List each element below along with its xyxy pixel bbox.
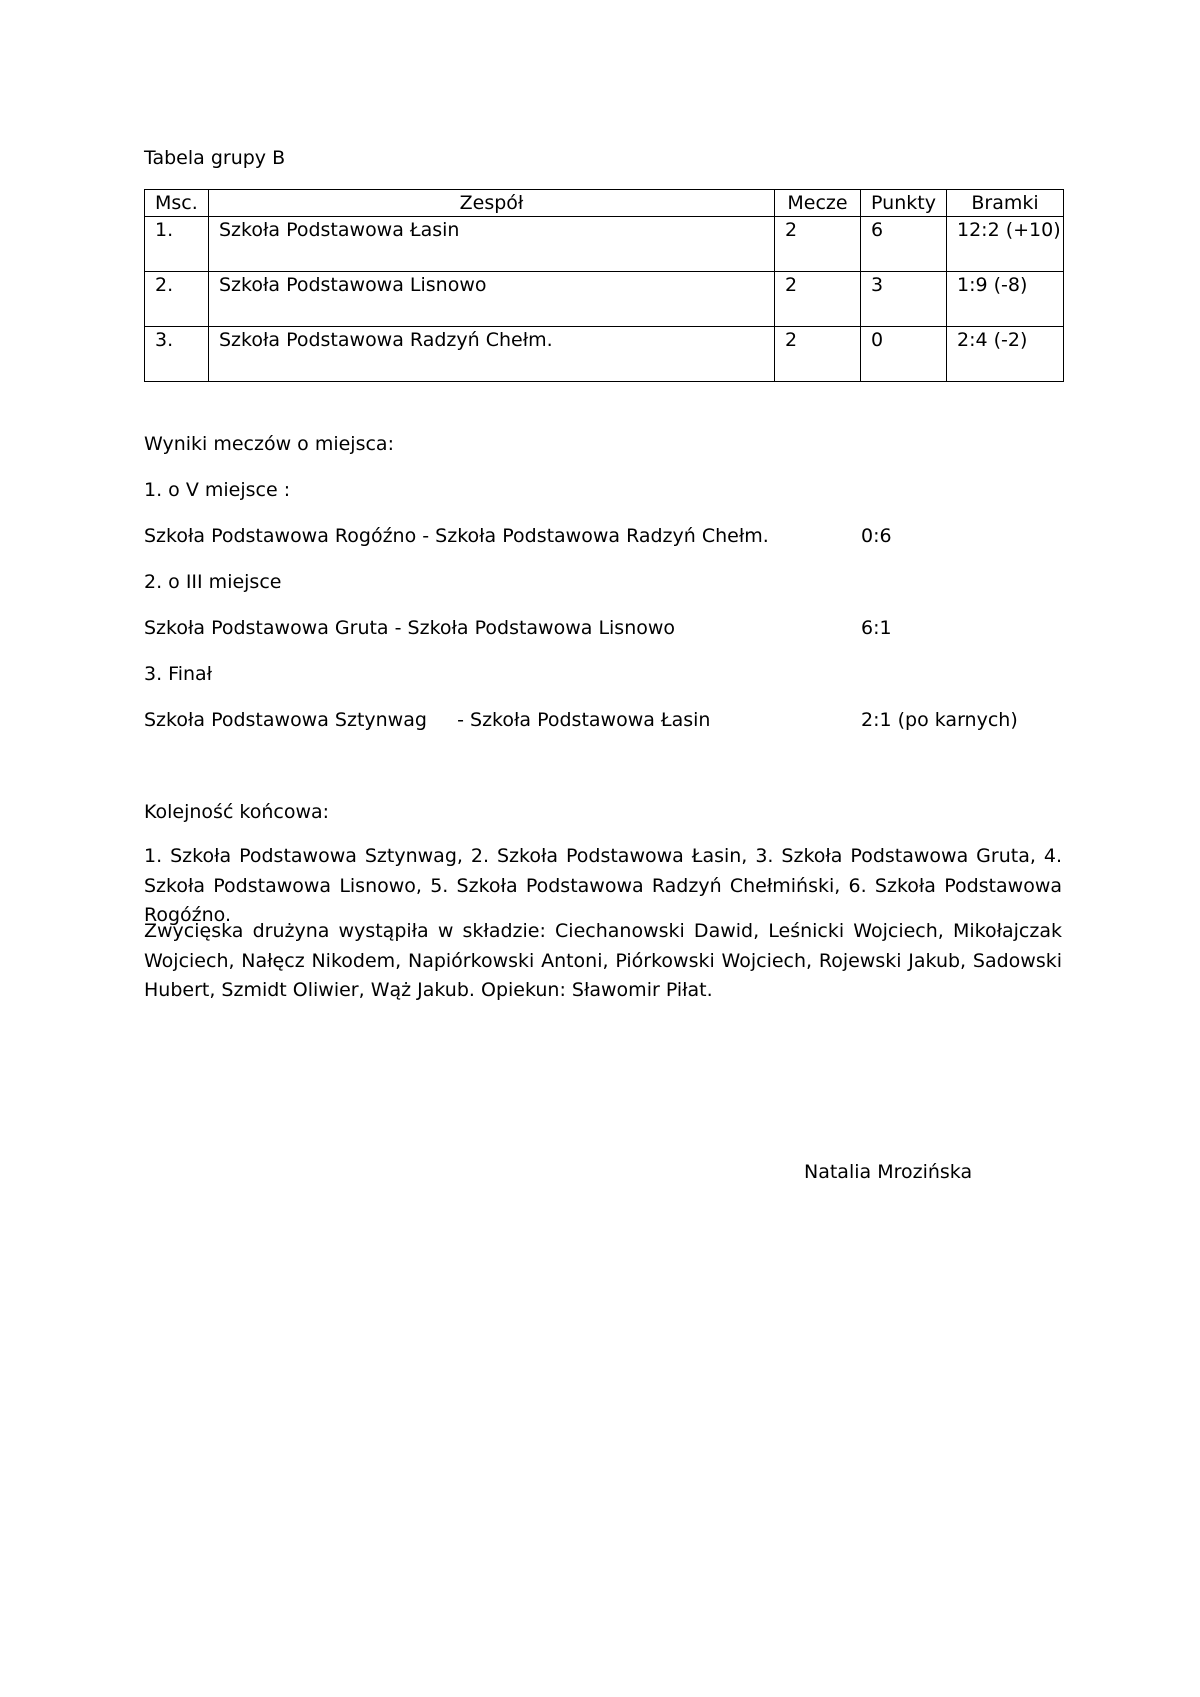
cell-position: 3. — [145, 327, 209, 382]
header-goals: Bramki — [947, 190, 1064, 217]
match-separator: - — [388, 617, 408, 639]
header-position: Msc. — [145, 190, 209, 217]
match-home-team: Szkoła Podstawowa Rogóźno — [144, 525, 417, 547]
cell-matches: 2 — [775, 217, 861, 272]
header-matches: Mecze — [775, 190, 861, 217]
match-score: 0:6 — [861, 525, 892, 547]
cell-goals: 2:4 (-2) — [947, 327, 1064, 382]
group-standings-table — [144, 189, 1064, 382]
placement-matches-heading: Wyniki meczów o miejsca: — [144, 433, 394, 455]
header-team: Zespół — [209, 190, 775, 217]
match-row-final — [144, 706, 1062, 734]
match-label-final: 3. Finał — [144, 663, 213, 685]
match-row-fifth-place — [144, 522, 1062, 550]
match-score: 2:1 (po karnych) — [861, 709, 1018, 731]
match-away-team: Szkoła Podstawowa Radzyń Chełm. — [435, 525, 769, 547]
table-row — [145, 327, 1064, 382]
cell-points: 6 — [861, 217, 947, 272]
document-page — [144, 0, 1062, 1697]
table-row — [145, 217, 1064, 272]
cell-points: 3 — [861, 272, 947, 327]
match-away-team: Szkoła Podstawowa Łasin — [470, 709, 711, 731]
cell-team: Szkoła Podstawowa Radzyń Chełm. — [209, 327, 775, 382]
winning-team-text: Zwycięska drużyna wystąpiła w składzie: Ciechanowski Dawid, Leśnicki Wojciech, Mikołajczak Wojciech, Nałęcz Nikodem, Napiórkowski Antoni, Piórkowski Wojciech, Rojewski Jakub, Sadowski Hubert, Szmidt Oliwier, Wąż Jakub. Opiekun: Sławomir Piłat. — [144, 920, 1062, 1001]
final-standings-text: 1. Szkoła Podstawowa Sztynwag, 2. Szkoła Podstawowa Łasin, 3. Szkoła Podstawowa Gruta, 4. Szkoła Podstawowa Lisnowo, 5. Szkoła Podstawowa Radzyń Chełmiński, 6. Szkoła Podstawowa Rogóźno. — [144, 845, 1062, 926]
cell-position: 1. — [145, 217, 209, 272]
match-separator: - — [416, 525, 436, 547]
final-standings-heading: Kolejność końcowa: — [144, 801, 330, 823]
match-label-third-place: 2. o III miejsce — [144, 571, 282, 593]
cell-team: Szkoła Podstawowa Lisnowo — [209, 272, 775, 327]
cell-matches: 2 — [775, 272, 861, 327]
match-home-team: Szkoła Podstawowa Gruta — [144, 617, 389, 639]
match-label-fifth-place: 1. o V miejsce : — [144, 479, 291, 501]
table-header-row — [145, 190, 1064, 217]
table-row — [145, 272, 1064, 327]
author-signature: Natalia Mrozińska — [804, 1161, 973, 1183]
header-points: Punkty — [861, 190, 947, 217]
match-score: 6:1 — [861, 617, 892, 639]
cell-goals: 1:9 (-8) — [947, 272, 1064, 327]
cell-position: 2. — [145, 272, 209, 327]
group-table-title: Tabela grupy B — [144, 147, 286, 169]
cell-goals: 12:2 (+10) — [947, 217, 1064, 272]
cell-team: Szkoła Podstawowa Łasin — [209, 217, 775, 272]
match-home-team: Szkoła Podstawowa Sztynwag — [144, 709, 427, 731]
match-row-third-place — [144, 614, 1062, 642]
match-separator: - — [426, 709, 471, 731]
cell-points: 0 — [861, 327, 947, 382]
match-away-team: Szkoła Podstawowa Lisnowo — [407, 617, 676, 639]
cell-matches: 2 — [775, 327, 861, 382]
